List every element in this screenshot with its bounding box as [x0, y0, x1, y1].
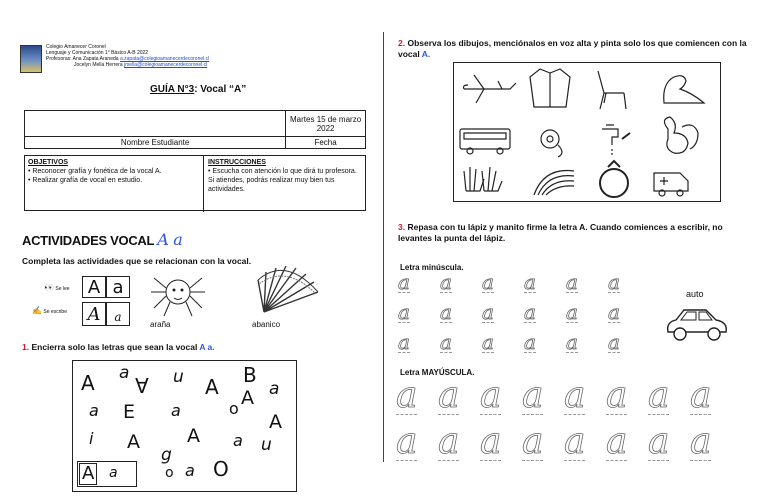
- cloud-letter[interactable]: O: [213, 457, 229, 481]
- exercise-3-instruction: 3. Repasa con tu lápiz y manito firme la letra A. Cuando comiences a escribir, no levantes la punta del lápiz.: [398, 222, 723, 243]
- cloud-letter[interactable]: o: [165, 465, 174, 481]
- trace-letter[interactable]: a: [648, 375, 670, 416]
- objectives-column: [28, 158, 198, 185]
- student-label: Nombre Estudiante: [25, 137, 286, 149]
- trace-letter[interactable]: a: [524, 330, 536, 354]
- trace-letter[interactable]: a: [398, 300, 410, 324]
- spider-label: araña: [150, 320, 171, 329]
- trace-letter[interactable]: a: [522, 375, 544, 416]
- course-line: Lenguaje y Comunicación 1° Básico A-B 2022: [46, 50, 149, 56]
- trace-letter[interactable]: a: [480, 421, 502, 462]
- cloud-letter[interactable]: a: [109, 465, 118, 481]
- trace-letter[interactable]: a: [440, 270, 452, 294]
- cloud-letter[interactable]: a: [269, 379, 280, 399]
- email-link-1[interactable]: a.zapata@colegioamanecerdecoronel.cl: [119, 56, 210, 62]
- trace-letter[interactable]: a: [608, 270, 620, 294]
- column-divider: [203, 156, 204, 212]
- instructions-column: [208, 158, 363, 194]
- complete-instruction: Completa las actividades que se relacionan con la vocal.: [22, 256, 252, 266]
- lowercase-label: Letra minúscula.: [400, 263, 464, 272]
- student-name-field[interactable]: [25, 111, 286, 137]
- trace-letter[interactable]: a: [524, 270, 536, 294]
- ambulance-icon[interactable]: [654, 173, 688, 196]
- cloud-letter[interactable]: A: [187, 425, 200, 447]
- write-row: ✍ Se escribe: [32, 306, 67, 315]
- cloud-letter[interactable]: a: [89, 401, 99, 420]
- email-link-2[interactable]: jmella@colegioamanecerdecoronel.cl: [124, 62, 208, 68]
- date-label: Fecha: [286, 137, 366, 149]
- trace-letter[interactable]: a: [566, 300, 578, 324]
- date-value: Martes 15 de marzo 2022: [286, 111, 366, 137]
- school-logo: [20, 45, 42, 73]
- trace-letter[interactable]: a: [566, 330, 578, 354]
- fan-icon: [256, 264, 320, 318]
- car-icon: [662, 302, 732, 344]
- student-info-table: [24, 110, 366, 149]
- exercise-2-instruction: 2. Observa los dibujos, menciónalos en voz alta y pinta solo los que comiencen con la vocal A.: [398, 38, 747, 59]
- letter-tile: A: [82, 302, 106, 326]
- letter-tile: a: [106, 276, 130, 298]
- uppercase-label: Letra MAYÚSCULA.: [400, 368, 475, 377]
- objective-item: • Realizar grafía de vocal en estudio.: [28, 176, 198, 185]
- cloud-letter[interactable]: g: [161, 445, 172, 465]
- trace-letter[interactable]: a: [606, 421, 628, 462]
- coat-icon[interactable]: [530, 69, 570, 107]
- trace-letter[interactable]: a: [482, 270, 494, 294]
- trace-letter[interactable]: a: [398, 270, 410, 294]
- trace-letter[interactable]: a: [524, 300, 536, 324]
- spider-icon: [148, 270, 208, 322]
- letter-cloud-box: [72, 360, 297, 492]
- trace-letter[interactable]: a: [690, 421, 712, 462]
- trace-letter[interactable]: a: [480, 375, 502, 416]
- cloud-letter[interactable]: B: [243, 363, 257, 387]
- pictures-box: [453, 62, 721, 202]
- bus-icon[interactable]: [460, 129, 510, 154]
- cloud-letter[interactable]: E: [123, 401, 136, 423]
- trace-letter[interactable]: a: [482, 330, 494, 354]
- trace-letter[interactable]: a: [438, 375, 460, 416]
- ring-icon[interactable]: [600, 161, 628, 197]
- trace-letter[interactable]: a: [522, 421, 544, 462]
- objective-item: • Reconocer grafía y fonética de la vocal A.: [28, 167, 198, 176]
- cloud-letter[interactable]: a: [185, 461, 195, 480]
- page-title: GUÍA N°3: Vocal “A”: [150, 84, 247, 95]
- script-letters: A a: [157, 230, 183, 249]
- trace-letter[interactable]: a: [396, 421, 418, 462]
- school-header: [46, 44, 246, 68]
- lowercase-trace-area[interactable]: [398, 272, 648, 356]
- activities-title: ACTIVIDADES VOCAL A a: [22, 230, 183, 249]
- cloud-letter[interactable]: A: [241, 387, 254, 409]
- eyes-icon: 👀: [44, 283, 54, 292]
- trace-letter[interactable]: a: [608, 330, 620, 354]
- trace-letter[interactable]: a: [564, 421, 586, 462]
- trace-letter[interactable]: a: [564, 375, 586, 416]
- cloud-letter[interactable]: i: [89, 429, 94, 448]
- cloud-letter[interactable]: u: [261, 435, 272, 455]
- uppercase-trace-area[interactable]: [396, 375, 736, 470]
- seal-icon[interactable]: [664, 76, 704, 103]
- cloud-letter[interactable]: A: [135, 373, 149, 397]
- cloud-letter[interactable]: A: [79, 463, 97, 485]
- trace-letter[interactable]: a: [398, 330, 410, 354]
- objectives-box: [24, 155, 366, 211]
- trace-letter[interactable]: a: [438, 421, 460, 462]
- trace-letter[interactable]: a: [608, 300, 620, 324]
- cloud-letter[interactable]: a: [119, 363, 130, 383]
- fan-label: abanico: [252, 320, 281, 329]
- example-circle: [77, 461, 137, 487]
- trace-letter[interactable]: a: [396, 375, 418, 416]
- cloud-letter[interactable]: a: [171, 401, 181, 420]
- cloud-letter[interactable]: A: [269, 411, 282, 433]
- teacher-line-1: Profesoras: Ana Zapata Araneda a.zapata@colegioamanecerdecoronel.cl: [46, 56, 210, 62]
- exercise-1-instruction: 1. Encierra solo las letras que sean la vocal A a.: [22, 342, 215, 352]
- pencil-hand-icon: ✍: [32, 306, 42, 315]
- rainbow-icon[interactable]: [534, 171, 574, 196]
- chair-icon[interactable]: [598, 71, 626, 109]
- airplane-icon[interactable]: [464, 75, 517, 103]
- cloud-letter[interactable]: A: [127, 431, 140, 453]
- objectives-heading: OBJETIVOS: [28, 159, 69, 166]
- school-name: Colegio Amanecer Coronel: [46, 44, 106, 50]
- squirrel-icon[interactable]: [664, 117, 698, 153]
- instruction-item: • Escucha con atención lo que dirá tu profesora. Si atiendes, podrás realizar muy bien tus actividades.: [208, 167, 363, 194]
- trace-letter[interactable]: a: [566, 270, 578, 294]
- trace-letter[interactable]: a: [690, 375, 712, 416]
- pictures-grid: [454, 63, 722, 203]
- instructions-heading: INSTRUCCIONES: [208, 159, 266, 166]
- trace-letter[interactable]: a: [606, 375, 628, 416]
- teacher-line-2: Jocelyn Mella Herrera jmella@colegioamanecerdecoronel.cl: [74, 62, 208, 68]
- car-label: auto: [686, 289, 704, 299]
- trace-letter[interactable]: a: [482, 300, 494, 324]
- cloud-letter[interactable]: A: [81, 371, 95, 395]
- faucet-icon[interactable]: [602, 125, 630, 155]
- cloud-letter[interactable]: u: [173, 367, 184, 387]
- gloves-icon[interactable]: [464, 167, 502, 191]
- trace-letter[interactable]: a: [648, 421, 670, 462]
- page-divider: [383, 32, 384, 462]
- cloud-letter[interactable]: o: [229, 401, 239, 420]
- cloud-letter[interactable]: a: [233, 431, 243, 450]
- letter-tile: a: [106, 302, 130, 326]
- trace-letter[interactable]: a: [440, 300, 452, 324]
- cloud-letter[interactable]: A: [205, 375, 219, 399]
- letter-tile: A: [82, 276, 106, 298]
- trace-letter[interactable]: a: [440, 330, 452, 354]
- pacifier-icon[interactable]: [541, 130, 562, 157]
- read-row: 👀 Se lee: [44, 283, 70, 292]
